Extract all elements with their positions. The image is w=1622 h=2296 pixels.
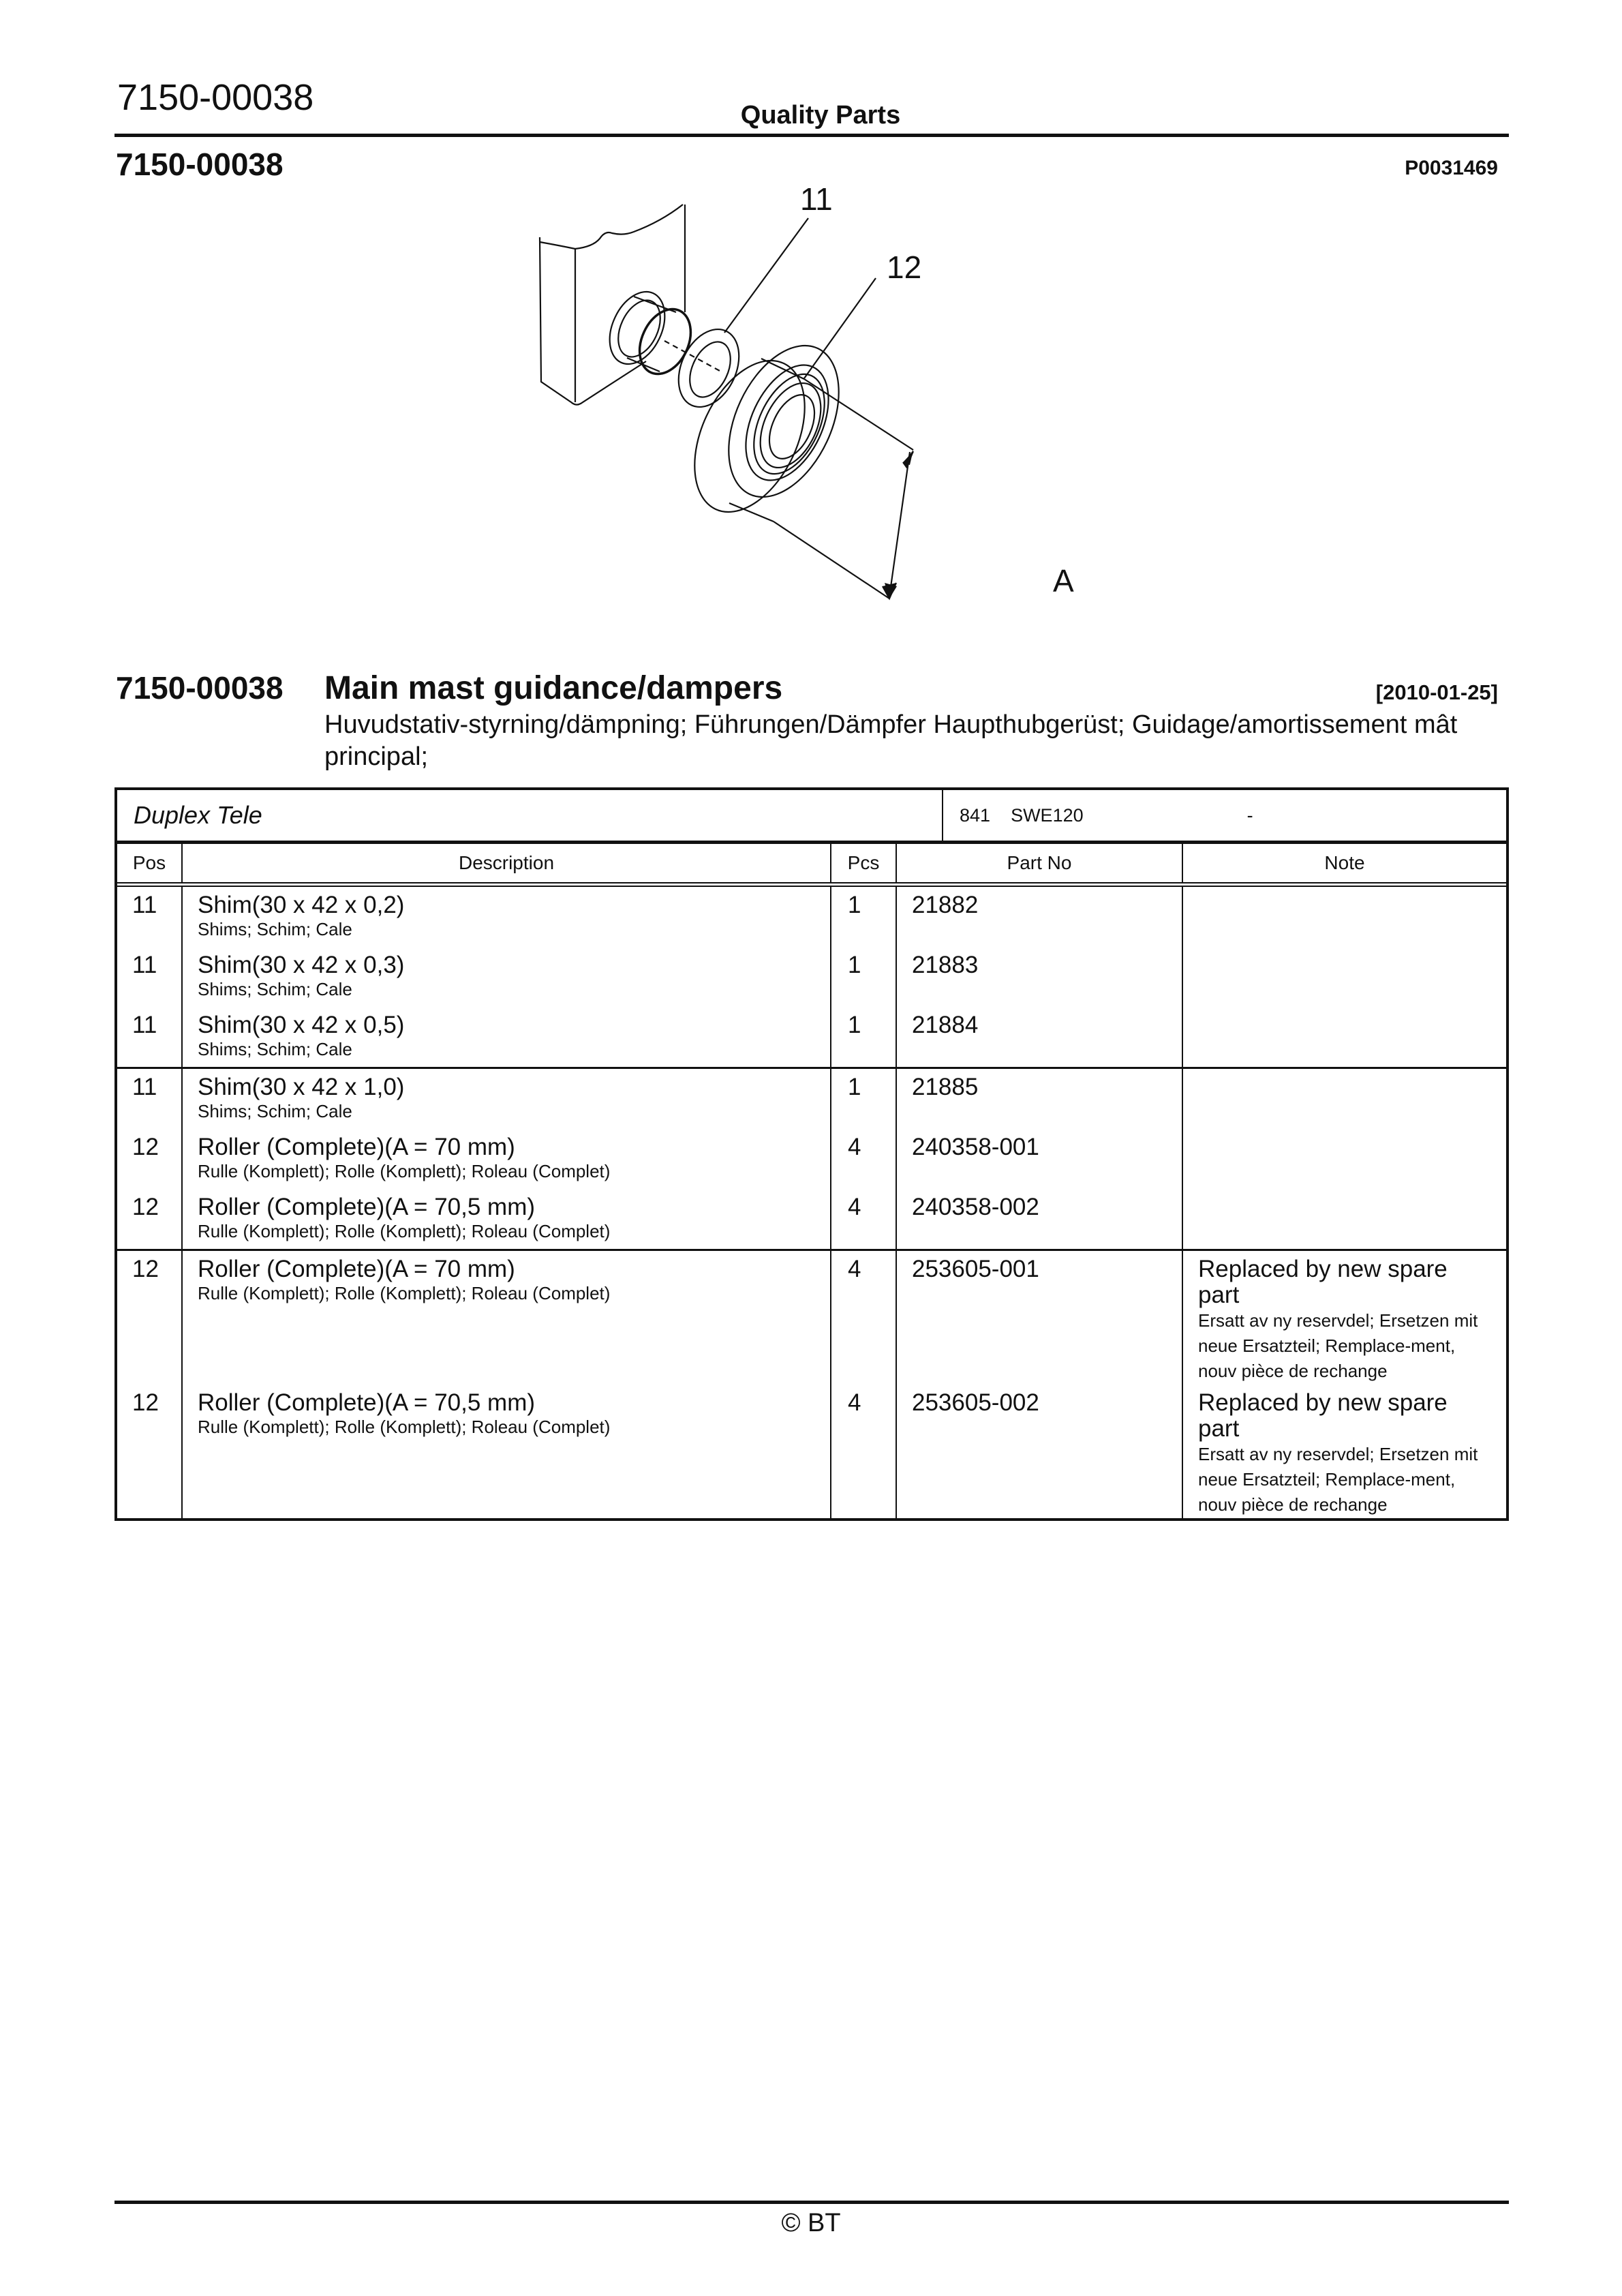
pcs-column — [831, 1251, 897, 1518]
note-column — [1183, 1069, 1506, 1249]
document-code: 7150-00038 — [117, 77, 314, 118]
sub-document-code: 7150-00038 — [116, 147, 284, 182]
pcs-text: 4 — [848, 1389, 861, 1416]
callout-12: 12 — [887, 250, 922, 285]
pos-cell — [117, 1189, 181, 1249]
picture-code: P0031469 — [1405, 157, 1498, 179]
column-header-note: Note — [1324, 852, 1365, 873]
part-no-cell — [897, 1251, 1182, 1385]
pos-text: 12 — [132, 1194, 159, 1220]
description-cell — [183, 1189, 830, 1249]
pos-cell — [117, 1129, 181, 1189]
note-cell — [1183, 887, 1506, 947]
note-cell — [1183, 1007, 1506, 1067]
description-column — [183, 1069, 831, 1249]
exploded-view-figure — [532, 177, 1118, 654]
pos-text: 11 — [132, 1012, 157, 1038]
pcs-cell — [831, 1069, 896, 1129]
model-name: Duplex Tele — [117, 790, 943, 841]
description-translation: Rulle (Komplett); Rolle (Komplett); Roleau (Complet) — [198, 1221, 611, 1241]
model-extra: - — [1246, 804, 1253, 826]
copyright-footer: © BT — [781, 2209, 841, 2237]
column-header-part-no: Part No — [897, 844, 1183, 882]
note-column — [1183, 1251, 1506, 1518]
pos-cell — [117, 1069, 181, 1129]
table-row-group — [117, 1251, 1506, 1518]
description-cell — [183, 1129, 830, 1189]
section-title: Main mast guidance/dampers — [324, 670, 783, 706]
header-title: Quality Parts — [740, 101, 901, 130]
part-no-cell — [897, 1385, 1182, 1518]
note-cell — [1183, 1189, 1506, 1249]
exploded-view-drawing — [532, 177, 1118, 654]
pcs-cell — [831, 1189, 896, 1249]
pcs-text: 1 — [848, 952, 861, 978]
section-translations: Huvudstativ-styrning/dämpning; Führungen/Dämpfer Haupthubgerüst; Guidage/amortissement mât principal; — [324, 710, 1458, 771]
table-row-group — [117, 1069, 1506, 1251]
table-body — [117, 887, 1506, 1518]
part-no-text: 253605-002 — [912, 1389, 1039, 1416]
pcs-column — [831, 887, 897, 1067]
table-row-group — [117, 887, 1506, 1069]
description-translation: Rulle (Komplett); Rolle (Komplett); Roleau (Complet) — [198, 1161, 611, 1181]
description-text: Shim(30 x 42 x 0,3) — [198, 952, 405, 978]
part-no-text: 21885 — [912, 1074, 979, 1100]
roller-bearing-shape — [673, 328, 913, 599]
pcs-cell — [831, 1129, 896, 1189]
pos-column — [117, 887, 183, 1067]
description-translation: Shims; Schim; Cale — [198, 919, 352, 939]
pcs-text: 1 — [848, 1012, 861, 1038]
pcs-column — [831, 1069, 897, 1249]
part-no-text: 21883 — [912, 952, 979, 978]
description-cell — [183, 947, 830, 1007]
part-no-cell — [897, 1189, 1182, 1249]
part-no-cell — [897, 947, 1182, 1007]
column-header-pos: Pos — [117, 844, 183, 882]
pos-text: 11 — [132, 952, 157, 978]
description-translation: Shims; Schim; Cale — [198, 979, 352, 999]
pos-column — [117, 1251, 183, 1518]
pos-text: 11 — [132, 892, 157, 918]
model-row — [117, 790, 1506, 844]
section-date: [2010-01-25] — [1375, 680, 1498, 704]
note-translation: Ersatt av ny reservdel; Ersetzen mit neue Ersatzteil; Remplace-ment, nouv pièce de rechange — [1198, 1310, 1478, 1381]
note-cell — [1183, 1251, 1506, 1385]
pos-column — [117, 1069, 183, 1249]
pcs-text: 4 — [848, 1134, 861, 1160]
part-no-column — [897, 1251, 1183, 1518]
note-cell — [1183, 1385, 1506, 1518]
part-no-cell — [897, 887, 1182, 947]
pos-cell — [117, 947, 181, 1007]
pos-text: 11 — [132, 1074, 157, 1100]
description-text: Roller (Complete)(A = 70 mm) — [198, 1256, 515, 1282]
note-cell — [1183, 947, 1506, 1007]
dimension-label-a: A — [1053, 563, 1074, 599]
part-no-column — [897, 1069, 1183, 1249]
pos-cell — [117, 1007, 181, 1067]
note-cell — [1183, 1069, 1506, 1129]
pcs-cell — [831, 1385, 896, 1518]
parts-table — [114, 787, 1509, 1521]
pcs-cell — [831, 1251, 896, 1385]
model-code: 841 — [960, 804, 991, 826]
pcs-text: 1 — [848, 892, 861, 918]
note-text: Replaced by new spare part — [1198, 1256, 1448, 1308]
part-no-text: 253605-001 — [912, 1256, 1039, 1282]
description-text: Shim(30 x 42 x 0,2) — [198, 892, 405, 918]
note-cell — [1183, 1129, 1506, 1189]
pos-text: 12 — [132, 1389, 159, 1416]
pcs-cell — [831, 887, 896, 947]
column-header-description: Description — [183, 844, 831, 882]
pcs-cell — [831, 947, 896, 1007]
section-code: 7150-00038 — [116, 670, 284, 706]
pos-text: 12 — [132, 1134, 159, 1160]
description-translation: Rulle (Komplett); Rolle (Komplett); Roleau (Complet) — [198, 1417, 611, 1437]
description-text: Roller (Complete)(A = 70,5 mm) — [198, 1389, 536, 1416]
callout-11: 11 — [800, 181, 833, 217]
part-no-cell — [897, 1069, 1182, 1129]
pos-text: 12 — [132, 1256, 159, 1282]
pcs-text: 4 — [848, 1256, 861, 1282]
description-cell — [183, 1251, 830, 1385]
part-no-cell — [897, 1007, 1182, 1067]
footer-divider — [114, 2201, 1509, 2204]
description-cell — [183, 1069, 830, 1129]
shim-shape — [667, 320, 750, 417]
column-header-pcs: Pcs — [831, 844, 897, 882]
part-no-text: 21884 — [912, 1012, 979, 1038]
description-cell — [183, 1385, 830, 1518]
description-text: Shim(30 x 42 x 1,0) — [198, 1074, 405, 1100]
pos-cell — [117, 1251, 181, 1385]
description-cell — [183, 1007, 830, 1067]
description-column — [183, 887, 831, 1067]
pcs-text: 1 — [848, 1074, 861, 1100]
dimension-arrow-a — [883, 451, 913, 599]
description-translation: Shims; Schim; Cale — [198, 1101, 352, 1121]
note-text: Replaced by new spare part — [1198, 1389, 1448, 1442]
note-column — [1183, 887, 1506, 1067]
leader-line-11 — [724, 218, 808, 333]
description-cell — [183, 887, 830, 947]
note-translation: Ersatt av ny reservdel; Ersetzen mit neue Ersatzteil; Remplace-ment, nouv pièce de rechange — [1198, 1444, 1478, 1515]
pcs-text: 4 — [848, 1194, 861, 1220]
pos-cell — [117, 887, 181, 947]
pos-cell — [117, 1385, 181, 1518]
description-text: Roller (Complete)(A = 70 mm) — [198, 1134, 515, 1160]
description-column — [183, 1251, 831, 1518]
leader-line-12 — [804, 278, 876, 378]
table-header-row — [117, 844, 1506, 887]
dimension-arrowhead-top — [903, 450, 913, 465]
pcs-cell — [831, 1007, 896, 1067]
part-no-text: 240358-001 — [912, 1134, 1039, 1160]
part-no-text: 21882 — [912, 892, 979, 918]
model-type: SWE120 — [1011, 804, 1084, 826]
description-text: Shim(30 x 42 x 0,5) — [198, 1012, 405, 1038]
model-info — [943, 790, 1506, 841]
part-no-cell — [897, 1129, 1182, 1189]
part-no-text: 240358-002 — [912, 1194, 1039, 1220]
description-translation: Shims; Schim; Cale — [198, 1039, 352, 1059]
description-translation: Rulle (Komplett); Rolle (Komplett); Roleau (Complet) — [198, 1283, 611, 1303]
part-no-column — [897, 887, 1183, 1067]
description-text: Roller (Complete)(A = 70,5 mm) — [198, 1194, 536, 1220]
header-divider — [114, 134, 1509, 137]
